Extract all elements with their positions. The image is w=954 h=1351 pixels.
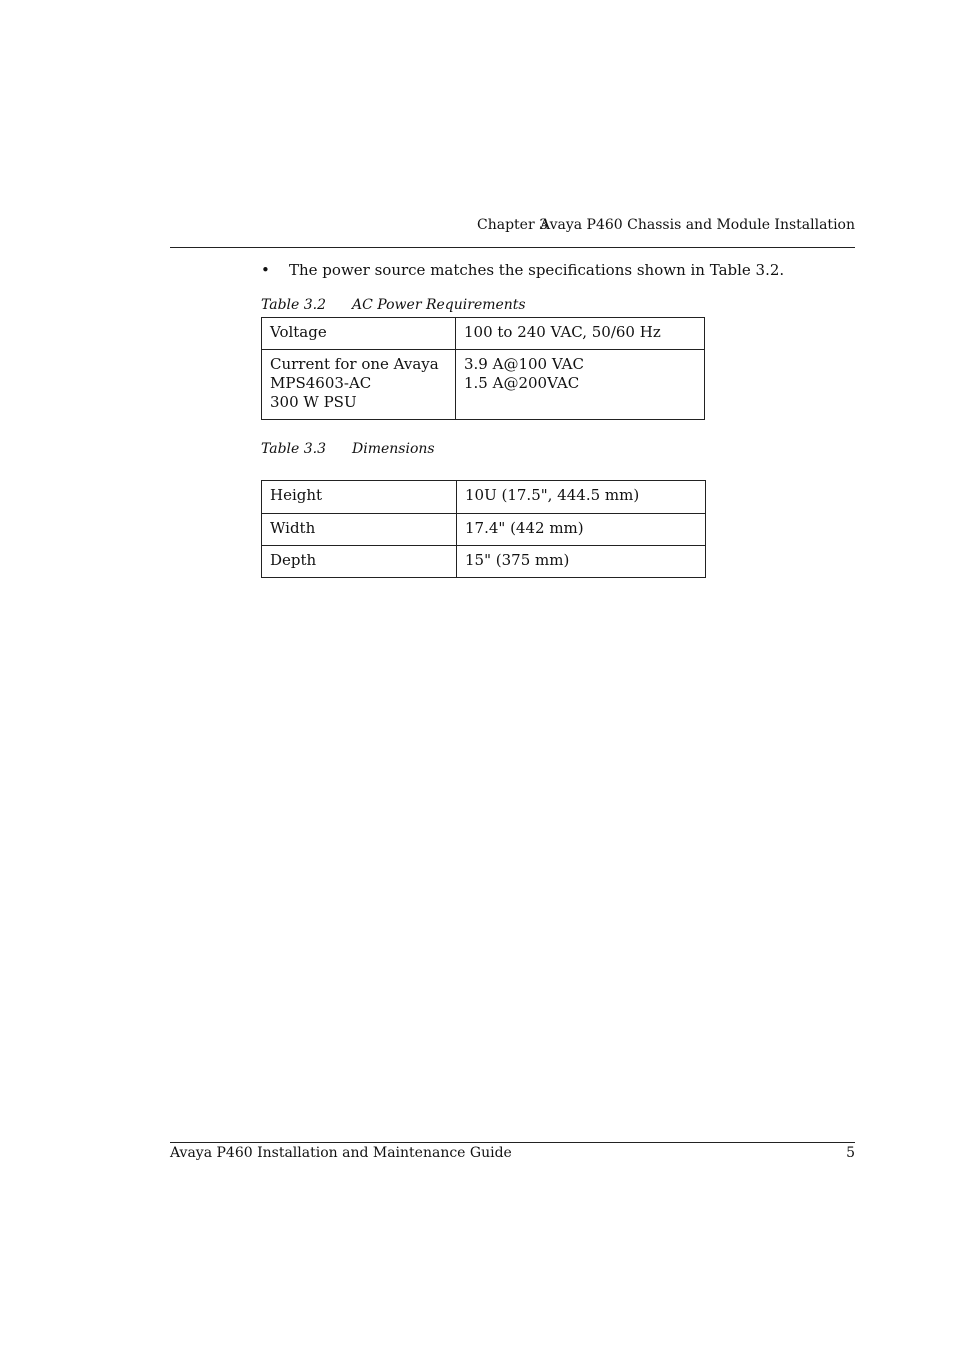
cell-line: Current for one Avaya — [270, 355, 439, 373]
cell-line: 10U (17.5", 444.5 mm) — [465, 486, 640, 504]
caption-number: Table 3.3 — [261, 441, 327, 457]
table-caption-power — [261, 297, 526, 313]
cell-line: MPS4603-AC — [270, 374, 372, 392]
cell-line: Height — [270, 486, 323, 504]
power-requirements-table — [261, 317, 705, 420]
cell-line: 1.5 A@200VAC — [464, 374, 580, 392]
table-row — [262, 546, 706, 578]
page-header — [170, 214, 855, 248]
table-cell-value — [457, 514, 706, 546]
cell-line: Width — [270, 519, 316, 537]
table-cell-label — [262, 514, 457, 546]
page-footer — [170, 1142, 855, 1167]
cell-line: 3.9 A@100 VAC — [464, 355, 584, 373]
cell-line: 17.4" (442 mm) — [465, 519, 584, 537]
cell-line: 100 to 240 VAC, 50/60 Hz — [464, 323, 661, 341]
table-cell-label — [262, 546, 457, 578]
header-title: Avaya P460 Chassis and Module Installation — [540, 217, 855, 233]
table-cell-label — [262, 350, 456, 420]
table-caption-dimensions — [261, 441, 435, 457]
cell-line: 300 W PSU — [270, 393, 357, 411]
cell-line: Voltage — [270, 323, 327, 341]
caption-title: AC Power Requirements — [352, 297, 526, 313]
table-cell-value — [456, 350, 705, 420]
footer-title: Avaya P460 Installation and Maintenance Guide — [170, 1145, 512, 1161]
bullet-icon: • — [261, 261, 270, 279]
page-number: 5 — [846, 1145, 855, 1161]
table-row — [262, 514, 706, 546]
caption-number: Table 3.2 — [261, 297, 327, 313]
table-cell-value — [457, 546, 706, 578]
dimensions-table — [261, 480, 706, 578]
table-row — [262, 318, 705, 350]
table-row — [262, 481, 706, 514]
table-cell-label — [262, 481, 457, 514]
bullet-text: The power source matches the specifications shown in Table 3.2. — [289, 261, 785, 279]
cell-line: Depth — [270, 551, 317, 569]
bullet-item — [261, 261, 784, 279]
header-chapter: Chapter 3 — [477, 217, 548, 233]
table-cell-value — [456, 318, 705, 350]
caption-title: Dimensions — [352, 441, 435, 457]
table-cell-value — [457, 481, 706, 514]
cell-line: 15" (375 mm) — [465, 551, 570, 569]
table-row — [262, 350, 705, 420]
table-cell-label — [262, 318, 456, 350]
